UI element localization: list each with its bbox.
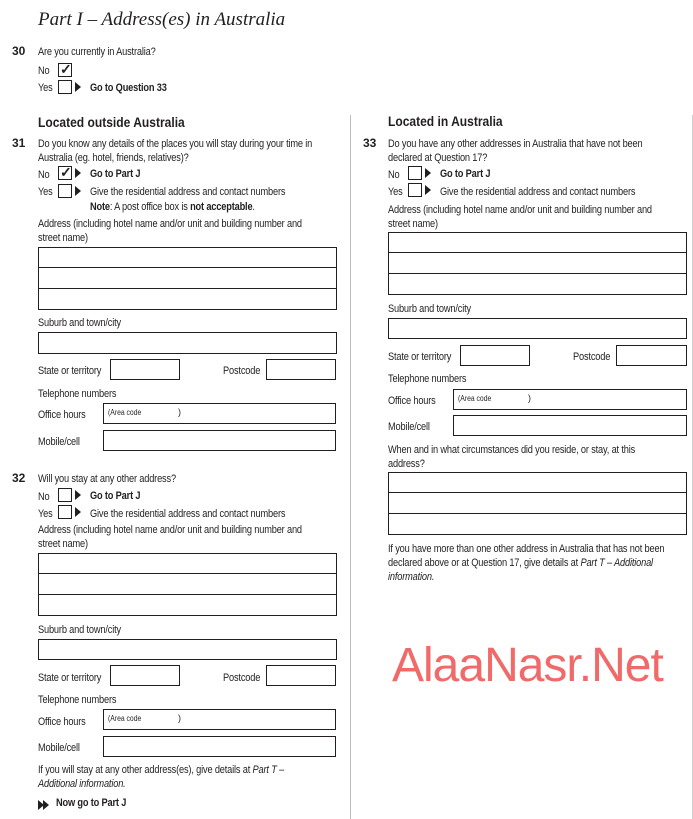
q32-mobile-label: Mobile/cell [38, 742, 80, 754]
footer-italic: Part T – [252, 764, 285, 776]
q33-suburb-field[interactable] [388, 318, 687, 339]
circumstances-line-1[interactable] [389, 473, 686, 493]
q32-no-checkbox[interactable] [58, 488, 72, 502]
q33-mobile-label: Mobile/cell [388, 421, 430, 433]
arrow-right-icon [75, 82, 81, 92]
q33-footer-line2 [388, 556, 653, 570]
footer-italic: Part T – Additional [580, 557, 653, 569]
q31-address-label-line1: Address (including hotel name and/or unit and building number and [38, 218, 302, 230]
q31-mobile-label: Mobile/cell [38, 436, 80, 448]
q33-circumstances-field[interactable] [388, 472, 687, 535]
area-code-close: ) [528, 393, 531, 403]
q32-office-phone-field[interactable] [103, 709, 336, 730]
q33-postcode-field[interactable] [616, 345, 687, 366]
q32-postcode-field[interactable] [266, 665, 336, 686]
q32-footer-line1 [38, 763, 284, 777]
q33-no-checkbox[interactable] [408, 166, 422, 180]
q31-office-phone-field[interactable] [103, 403, 336, 424]
arrow-right-icon [425, 185, 431, 195]
address-line-3[interactable] [389, 274, 686, 294]
q30-yes-checkbox[interactable] [58, 80, 72, 94]
q32-suburb-label: Suburb and town/city [38, 624, 121, 636]
address-line-3[interactable] [39, 289, 336, 309]
question-number-31: 31 [12, 136, 26, 150]
q31-no-checkbox[interactable] [58, 166, 72, 180]
double-arrow-right-icon [38, 797, 48, 815]
q31-yes-checkbox[interactable] [58, 184, 72, 198]
q33-mobile-field[interactable] [453, 415, 687, 436]
question-31-text-line2: Australia (eg. hotel, friends, relatives)? [38, 152, 189, 164]
q33-circumstances-label-line1: When and in what circumstances did you reside, or stay, at this [388, 444, 636, 456]
q33-yes-checkbox[interactable] [408, 183, 422, 197]
q32-address-label-line2: street name) [38, 538, 88, 550]
area-code-close: ) [178, 407, 181, 417]
q30-yes-instruction: Go to Question 33 [90, 82, 167, 94]
arrow-right-icon [425, 168, 431, 178]
question-31-text-line1: Do you know any details of the places you will stay during your time in [38, 138, 313, 150]
circumstances-line-3[interactable] [389, 514, 686, 534]
q32-address-field[interactable] [38, 553, 337, 616]
q32-mobile-field[interactable] [103, 736, 336, 757]
q33-address-field[interactable] [388, 232, 687, 295]
q31-suburb-field[interactable] [38, 332, 337, 354]
address-line-1[interactable] [39, 554, 336, 574]
q31-suburb-label: Suburb and town/city [38, 317, 121, 329]
note-text: : A post office box is [109, 201, 191, 213]
q33-yes-label: Yes [388, 186, 403, 198]
question-number-32: 32 [12, 471, 26, 485]
area-code-hint: (Area code [108, 714, 142, 723]
footer-italic: information. [388, 571, 435, 583]
q33-telephone-label: Telephone numbers [388, 373, 467, 385]
q31-yes-instruction: Give the residential address and contact numbers [90, 186, 286, 198]
address-line-2[interactable] [39, 574, 336, 594]
question-number-30: 30 [12, 44, 26, 58]
circumstances-line-2[interactable] [389, 493, 686, 513]
q31-postcode-label: Postcode [223, 365, 261, 377]
watermark: AlaaNasr.Net [392, 639, 663, 692]
address-line-2[interactable] [39, 268, 336, 288]
q32-yes-checkbox[interactable] [58, 505, 72, 519]
q32-no-label: No [38, 491, 50, 503]
area-code-close: ) [178, 713, 181, 723]
q31-address-label-line2: street name) [38, 232, 88, 244]
q32-telephone-label: Telephone numbers [38, 694, 117, 706]
question-number-33: 33 [363, 136, 377, 150]
q32-suburb-field[interactable] [38, 639, 337, 660]
arrow-right-icon [75, 186, 81, 196]
q31-postcode-field[interactable] [266, 359, 336, 380]
q33-yes-instruction: Give the residential address and contact numbers [440, 186, 636, 198]
q31-no-label: No [38, 169, 50, 181]
q33-footer-line1: If you have more than one other address in Australia that has not been [388, 543, 665, 555]
question-33-text-line2: declared at Question 17? [388, 152, 488, 164]
q31-note [90, 200, 255, 214]
q33-postcode-label: Postcode [573, 351, 611, 363]
q30-yes-label: Yes [38, 82, 53, 94]
q31-mobile-field[interactable] [103, 430, 336, 451]
arrow-right-icon [75, 168, 81, 178]
area-code-hint: (Area code [108, 408, 142, 417]
q33-state-field[interactable] [460, 345, 530, 366]
q31-yes-label: Yes [38, 186, 53, 198]
q33-no-instruction: Go to Part J [440, 168, 491, 180]
q32-state-label: State or territory [38, 672, 102, 684]
q32-yes-instruction: Give the residential address and contact numbers [90, 508, 286, 520]
note-label: Note [90, 201, 110, 213]
q32-yes-label: Yes [38, 508, 53, 520]
arrow-right-icon [75, 490, 81, 500]
q30-no-checkbox[interactable] [58, 63, 72, 77]
q31-no-instruction: Go to Part J [90, 168, 141, 180]
footer-text: declared above or at Question 17, give details at [388, 557, 581, 569]
q33-circumstances-label-line2: address? [388, 458, 425, 470]
q31-office-label: Office hours [38, 409, 86, 421]
q30-no-label: No [38, 65, 50, 77]
area-code-hint: (Area code [458, 394, 492, 403]
section-heading-outside: Located outside Australia [38, 114, 185, 130]
q33-office-label: Office hours [388, 395, 436, 407]
question-33-text-line1: Do you have any other addresses in Australia that have not been [388, 138, 643, 150]
address-line-2[interactable] [389, 253, 686, 273]
q32-postcode-label: Postcode [223, 672, 261, 684]
question-30-text: Are you currently in Australia? [38, 46, 156, 58]
q32-next-instruction: Now go to Part J [56, 797, 127, 809]
q33-office-phone-field[interactable] [453, 389, 687, 410]
note-bold: not acceptable [190, 201, 253, 213]
q33-suburb-label: Suburb and town/city [388, 303, 471, 315]
q33-state-label: State or territory [388, 351, 452, 363]
section-heading-inside: Located in Australia [388, 113, 503, 129]
check-mark-icon: ✓ [60, 164, 72, 180]
address-line-1[interactable] [39, 248, 336, 268]
q33-address-label-line2: street name) [388, 218, 438, 230]
q32-address-label-line1: Address (including hotel name and/or unit and building number and [38, 524, 302, 536]
q33-no-label: No [388, 169, 400, 181]
page-title: Part I – Address(es) in Australia [38, 9, 286, 30]
q32-state-field[interactable] [110, 665, 180, 686]
note-end: . [252, 201, 255, 213]
arrow-right-icon [75, 507, 81, 517]
q31-state-label: State or territory [38, 365, 102, 377]
question-32-text: Will you stay at any other address? [38, 473, 176, 485]
check-mark-icon: ✓ [60, 61, 72, 77]
q33-address-label-line1: Address (including hotel name and/or unit and building number and [388, 204, 652, 216]
q31-state-field[interactable] [110, 359, 180, 380]
footer-text: If you will stay at any other address(es), give details at [38, 764, 253, 776]
q32-footer-line2 [38, 777, 126, 791]
q32-office-label: Office hours [38, 716, 86, 728]
footer-italic: Additional information. [38, 778, 126, 790]
q31-telephone-label: Telephone numbers [38, 388, 117, 400]
address-line-1[interactable] [389, 233, 686, 253]
column-divider [350, 115, 351, 819]
q32-no-instruction: Go to Part J [90, 490, 141, 502]
address-line-3[interactable] [39, 595, 336, 615]
q33-footer-line3 [388, 570, 434, 584]
q31-address-field[interactable] [38, 247, 337, 310]
